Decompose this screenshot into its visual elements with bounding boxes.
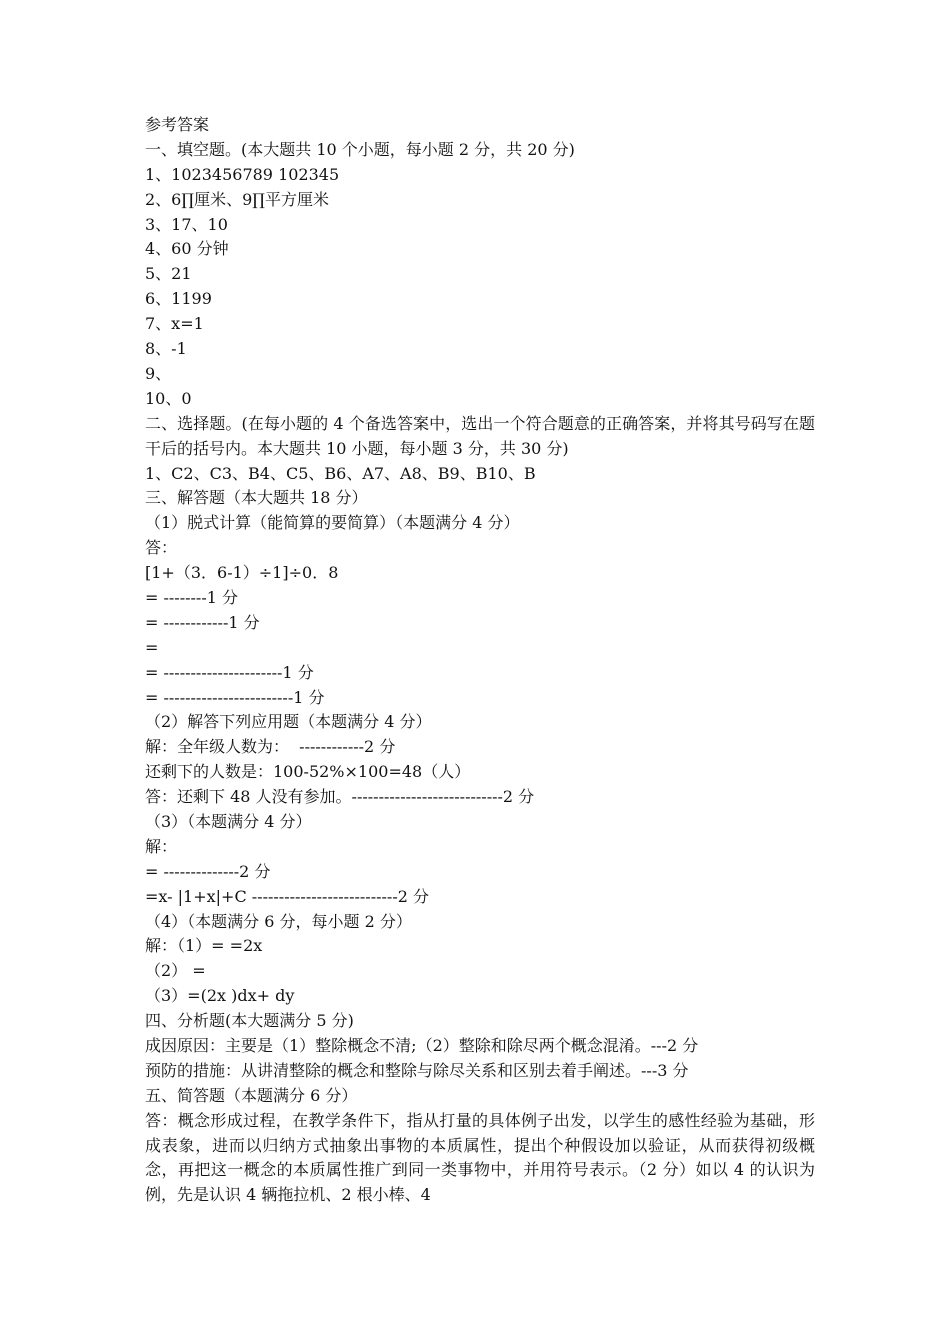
answer-line: 2、6∏厘米、9∏平方厘米: [145, 189, 330, 209]
answer-line: =x- |1+x|+C ---------------------------2 分: [145, 886, 430, 906]
answer-line: = ----------------------1 分: [145, 662, 314, 682]
section-5-answer: 答：概念形成过程，在教学条件下，指从打量的具体例子出发，以学生的感性经验为基础，形成表象，进而以归纳方式抽象出事物的本质属性，提出个种假设加以验证，从而获得初级概念，再把这一概念的本质属性推广到同一类事物中，并用符号表示。（2 分）如以 4 的认识为例，先是认识 4 辆拖拉机、2 根小棒、4: [145, 1110, 815, 1205]
answer-line: 三、解答题（本大题共 18 分）: [145, 488, 368, 508]
answer-line: 8、-1: [145, 339, 187, 359]
answer-line: = --------1 分: [145, 587, 239, 607]
answer-line: [1+（3．6-1）÷1]÷0．8: [145, 563, 339, 583]
answer-line: 解：（1）= =2x: [145, 936, 263, 956]
answer-line: 7、x=1: [145, 314, 204, 334]
answer-line: 还剩下的人数是：100-52%×100=48（人）: [145, 762, 471, 782]
answer-line: 9、: [145, 363, 172, 383]
answer-document: [145, 113, 815, 1208]
answer-line: 五、简答题（本题满分 6 分）: [145, 1085, 358, 1105]
answer-line: 解：全年级人数为： ------------2 分: [145, 737, 396, 757]
answer-line: = ------------------------1 分: [145, 687, 325, 707]
answer-line: 解：: [145, 836, 178, 856]
answer-line: （1）脱式计算（能简算的要简算）（本题满分 4 分）: [145, 513, 520, 533]
answer-line: 5、21: [145, 264, 192, 284]
fill-in-answers: [145, 138, 815, 412]
answer-line: （2） =: [145, 961, 206, 981]
answer-line: 10、0: [145, 388, 192, 408]
answer-line: （3）=(2x )dx+ dy: [145, 986, 295, 1006]
answer-line: 四、分析题(本大题满分 5 分): [145, 1011, 354, 1031]
answer-line: 一、填空题。(本大题共 10 个小题，每小题 2 分，共 20 分): [145, 139, 575, 159]
answer-line: 答：还剩下 48 人没有参加。----------------------------2 分: [145, 787, 535, 807]
answer-line: =: [145, 637, 159, 657]
answer-line: （3）（本题满分 4 分）: [145, 811, 312, 831]
remaining-answers: [145, 462, 815, 1109]
answer-line: 1、1023456789 102345: [145, 164, 340, 184]
answer-line: 成因原因：主要是（1）整除概念不清;（2）整除和除尽两个概念混淆。---2 分: [145, 1035, 699, 1055]
answer-line: 预防的措施：从讲清整除的概念和整除与除尽关系和区别去着手阐述。---3 分: [145, 1060, 689, 1080]
section-2-heading: 二、选择题。(在每小题的 4 个备选答案中，选出一个符合题意的正确答案，并将其号码写在题干后的括号内。本大题共 10 小题，每小题 3 分，共 30 分): [145, 413, 815, 458]
answer-line: = ------------1 分: [145, 612, 260, 632]
answer-line: 1、C2、C3、B4、C5、B6、A7、A8、B9、B10、B: [145, 463, 536, 483]
answer-line: （4）（本题满分 6 分，每小题 2 分）: [145, 911, 412, 931]
answer-line: 3、17、10: [145, 214, 228, 234]
answer-line: 6、1199: [145, 289, 212, 309]
document-title: 参考答案: [145, 115, 210, 134]
answer-line: 答：: [145, 538, 178, 558]
answer-line: = --------------2 分: [145, 861, 271, 881]
answer-line: 4、60 分钟: [145, 239, 229, 259]
answer-line: （2）解答下列应用题（本题满分 4 分）: [145, 712, 432, 732]
